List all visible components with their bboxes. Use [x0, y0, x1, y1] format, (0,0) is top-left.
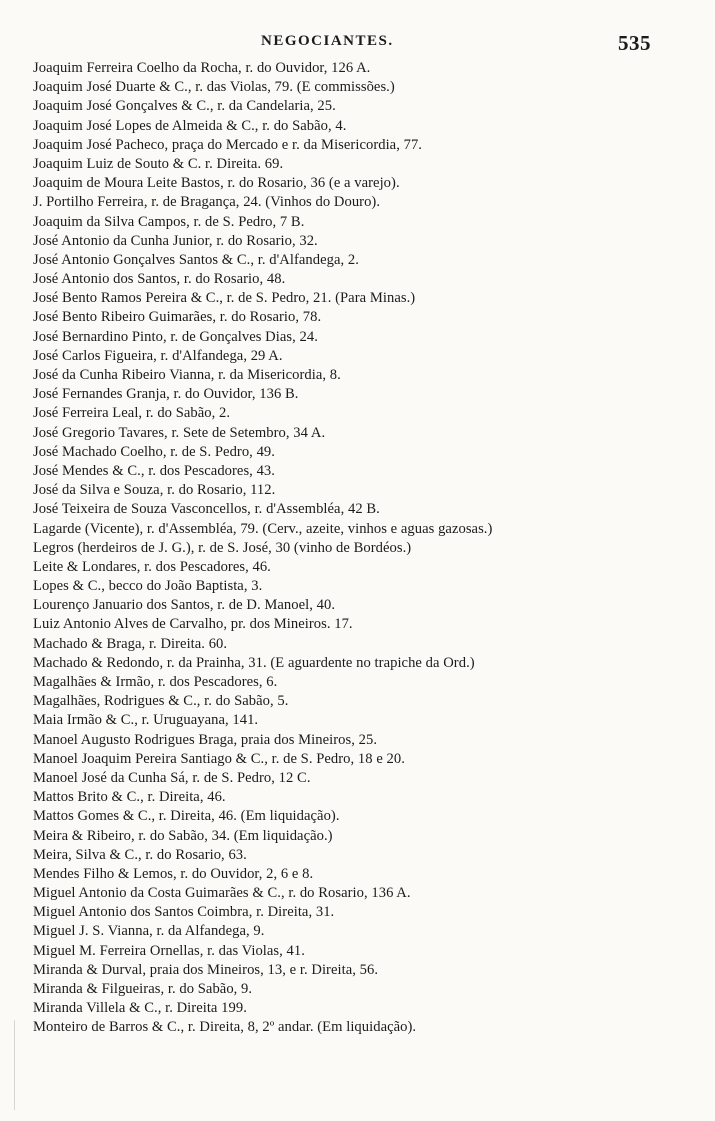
directory-entry: Joaquim José Pacheco, praça do Mercado e r. da Misericordia, 77.: [33, 136, 422, 153]
directory-entry: Legros (herdeiros de J. G.), r. de S. José, 30 (vinho de Bordéos.): [33, 539, 412, 556]
directory-entry: Joaquim Ferreira Coelho da Rocha, r. do Ouvidor, 126 A.: [33, 60, 371, 76]
directory-entry: Joaquim José Lopes de Almeida & C., r. do Sabão, 4.: [33, 117, 347, 134]
directory-entry: Joaquim da Silva Campos, r. de S. Pedro, 7 B.: [33, 213, 305, 230]
directory-entry: Miguel J. S. Vianna, r. da Alfandega, 9.: [33, 923, 265, 940]
directory-entry: José da Silva e Souza, r. do Rosario, 112.: [33, 482, 276, 499]
merchant-directory-list: [33, 59, 673, 1038]
directory-entry: Mattos Gomes & C., r. Direita, 46. (Em liquidação).: [33, 808, 340, 825]
directory-entry: Magalhães & Irmão, r. dos Pescadores, 6.: [33, 674, 278, 690]
directory-entry: José Bento Ramos Pereira & C., r. de S. Pedro, 21. (Para Minas.): [33, 290, 416, 307]
directory-entry: Miranda & Durval, praia dos Mineiros, 13, e r. Direita, 56.: [33, 961, 379, 978]
directory-entry: Machado & Braga, r. Direita. 60.: [33, 635, 228, 652]
directory-entry: Manoel Joaquim Pereira Santiago & C., r. de S. Pedro, 18 e 20.: [33, 750, 405, 767]
directory-entry: José Ferreira Leal, r. do Sabão, 2.: [33, 405, 231, 422]
directory-entry: Leite & Londares, r. dos Pescadores, 46.: [33, 558, 271, 575]
directory-entry: José Antonio da Cunha Junior, r. do Rosario, 32.: [33, 232, 318, 249]
directory-entry: Miranda Villela & C., r. Direita 199.: [33, 1000, 247, 1017]
directory-entry: Manoel José da Cunha Sá, r. de S. Pedro, 12 C.: [33, 769, 311, 786]
directory-entry: José Fernandes Granja, r. do Ouvidor, 136 B.: [33, 386, 299, 403]
directory-entry: Meira, Silva & C., r. do Rosario, 63.: [33, 846, 247, 863]
directory-entry: Lopes & C., becco do João Baptista, 3.: [33, 578, 263, 595]
directory-entry: Lourenço Januario dos Santos, r. de D. Manoel, 40.: [33, 597, 336, 614]
directory-entry: Miguel Antonio dos Santos Coimbra, r. Direita, 31.: [33, 904, 335, 921]
directory-entry: Miguel M. Ferreira Ornellas, r. das Violas, 41.: [33, 942, 305, 959]
directory-entry: José Machado Coelho, r. de S. Pedro, 49.: [33, 443, 275, 460]
directory-entry: Magalhães, Rodrigues & C., r. do Sabão, 5.: [33, 693, 289, 710]
directory-entry: Monteiro de Barros & C., r. Direita, 8, 2º andar. (Em liquidação).: [33, 1019, 417, 1036]
directory-entry: José da Cunha Ribeiro Vianna, r. da Misericordia, 8.: [33, 367, 341, 383]
directory-entry: Joaquim José Gonçalves & C., r. da Candelaria, 25.: [33, 98, 336, 115]
directory-entry: José Carlos Figueira, r. d'Alfandega, 29 A.: [33, 347, 283, 364]
directory-entry: José Antonio Gonçalves Santos & C., r. d'Alfandega, 2.: [33, 251, 359, 268]
directory-entry: José Teixeira de Souza Vasconcellos, r. d'Assembléa, 42 B.: [33, 501, 380, 518]
directory-entry: José Mendes & C., r. dos Pescadores, 43.: [33, 462, 275, 479]
section-title: NEGOCIANTES.: [261, 33, 394, 49]
directory-entry: Miguel Antonio da Costa Guimarães & C., r. do Rosario, 136 A.: [33, 885, 411, 902]
directory-entry: Lagarde (Vicente), r. d'Assembléa, 79. (Cerv., azeite, vinhos e aguas gazosas.): [33, 520, 493, 537]
directory-entry: José Antonio dos Santos, r. do Rosario, 48.: [33, 271, 286, 288]
directory-entry: J. Portilho Ferreira, r. de Bragança, 24. (Vinhos do Douro).: [33, 194, 381, 211]
directory-entry: José Bernardino Pinto, r. de Gonçalves Dias, 24.: [33, 328, 318, 345]
directory-entry: Machado & Redondo, r. da Prainha, 31. (E aguardente no trapiche da Ord.): [33, 654, 475, 671]
directory-entry: Joaquim José Duarte & C., r. das Violas, 79. (E commissões.): [33, 79, 395, 96]
directory-entry: Manoel Augusto Rodrigues Braga, praia dos Mineiros, 25.: [33, 731, 378, 748]
page-edge-rule: [14, 1020, 15, 1110]
directory-entry: Joaquim de Moura Leite Bastos, r. do Rosario, 36 (e a varejo).: [33, 175, 400, 192]
directory-entry: Maia Irmão & C., r. Uruguayana, 141.: [33, 712, 259, 729]
directory-entry: José Bento Ribeiro Guimarães, r. do Rosario, 78.: [33, 309, 322, 326]
directory-entry: Miranda & Filgueiras, r. do Sabão, 9.: [33, 981, 253, 997]
directory-entry: Meira & Ribeiro, r. do Sabão, 34. (Em liquidação.): [33, 827, 333, 844]
directory-entry: Joaquim Luiz de Souto & C. r. Direita. 69.: [33, 155, 284, 172]
directory-entry: Luiz Antonio Alves de Carvalho, pr. dos Mineiros. 17.: [33, 616, 353, 633]
directory-entry: Mendes Filho & Lemos, r. do Ouvidor, 2, 6 e 8.: [33, 865, 314, 882]
page-number: 535: [618, 31, 651, 55]
directory-entry: Mattos Brito & C., r. Direita, 46.: [33, 789, 226, 806]
directory-entry: José Gregorio Tavares, r. Sete de Setembro, 34 A.: [33, 424, 326, 441]
